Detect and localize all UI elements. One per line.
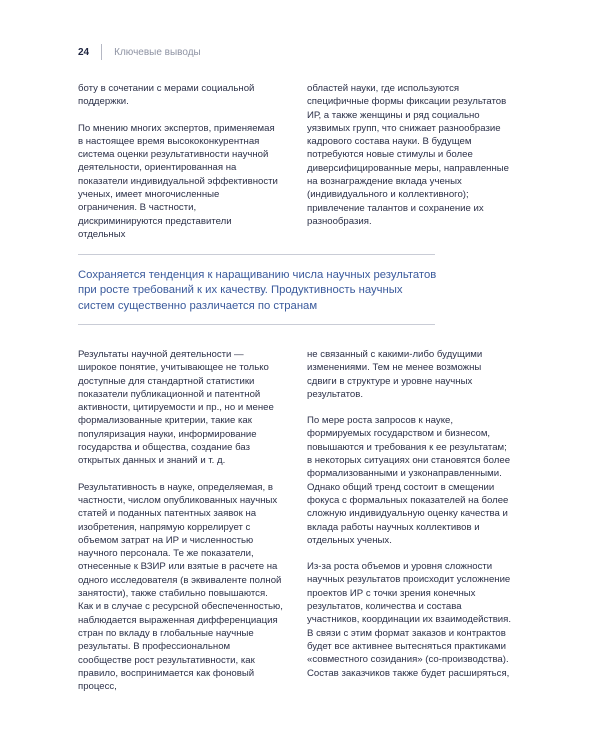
paragraph: Из-за роста объемов и уровня сложности научных результатов происходит усложнение проектов ИР с точки зрения конечных результатов, количества и состава участников, координации их взаимодействия. В связи с этим формат заказов и контрактов будет все активнее вытесняться практиками «совместного созидания» (со-производства). Состав заказчиков также будет расширяться, [307, 561, 512, 679]
paragraph: Результаты научной деятельности — широкое понятие, учитывающее не только доступные для стандартной статистики показатели публикационной и патентной активности, цитируемости и пр., но и менее формализованные критерии, такие как популяризация науки, информирование государства и общества, создание баз открытых данных и знаний и т. д. [78, 349, 274, 467]
paragraph: Результативность в науке, определяемая, в частности, числом опубликованных научных статей и поданных патентных заявок на изобретения, напрямую коррелирует с объемом затрат на ИР и численностью научного персонала. Те же показатели, отнесенные к ВЗИР или взятые в расчете на одного исследователя (в эквиваленте полной занятости), также стабильно повышаются. Как и в случае с ресурсной обеспеченностью, наблюдается выраженная дифференциация стран по вкладу в глобальные научные результаты. В профессиональном сообществе рост результативности, как правило, воспринимается как фоновый процесс, [78, 481, 283, 693]
top-right-column [307, 82, 512, 241]
top-left-column [78, 82, 278, 254]
callout-text: Сохраняется тенденция к наращиванию числа научных результатов при росте требований к их качеству. Продуктивность научных систем существенно различается по странам [78, 269, 437, 312]
page-header [78, 44, 201, 60]
bottom-right-column [307, 348, 512, 693]
paragraph: не связанный с какими-либо будущими изменениями. Тем не менее возможны сдвиги в структуре и уровне научных результатов. [307, 349, 483, 400]
page-number: 24 [78, 46, 90, 58]
callout-top-rule [78, 254, 435, 255]
paragraph: По мере роста запросов к науке, формируемых государством и бизнесом, повышаются и требования к ее результатам; в некоторых ситуациях они становятся более формализованными и узконаправленными. Однако общий тренд состоит в смещении фокуса с формальных показателей на более сложную индивидуальную оценку качества и вклада работы научных коллективов и отдельных ученых. [307, 415, 511, 546]
paragraph: боту в сочетании с мерами социальной поддержки. [78, 83, 255, 108]
callout-bottom-rule [78, 324, 435, 325]
paragraph: По мнению многих экспертов, применяемая в настоящее время высококонкурентная система оценки результативности научной деятельности, ориентированная на показатели индивидуальной эффективности ученых, имеет многочисленные ограничения. В частности, дискриминируются представители отдельных [78, 122, 278, 240]
section-title: Ключевые выводы [114, 46, 201, 58]
paragraph: областей науки, где используются специфичные формы фиксации результатов ИР, а также женщины и ряд социально уязвимых групп, что снижает разнообразие кадрового состава науки. В будущем потребуются новые стимулы и более диверсифицированные меры, направленные на вознаграждение вклада ученых (индивидуального и коллективного); привлечение талантов и сохранение их разнообразия. [307, 83, 509, 227]
header-divider [101, 44, 102, 60]
bottom-left-column [78, 348, 283, 706]
